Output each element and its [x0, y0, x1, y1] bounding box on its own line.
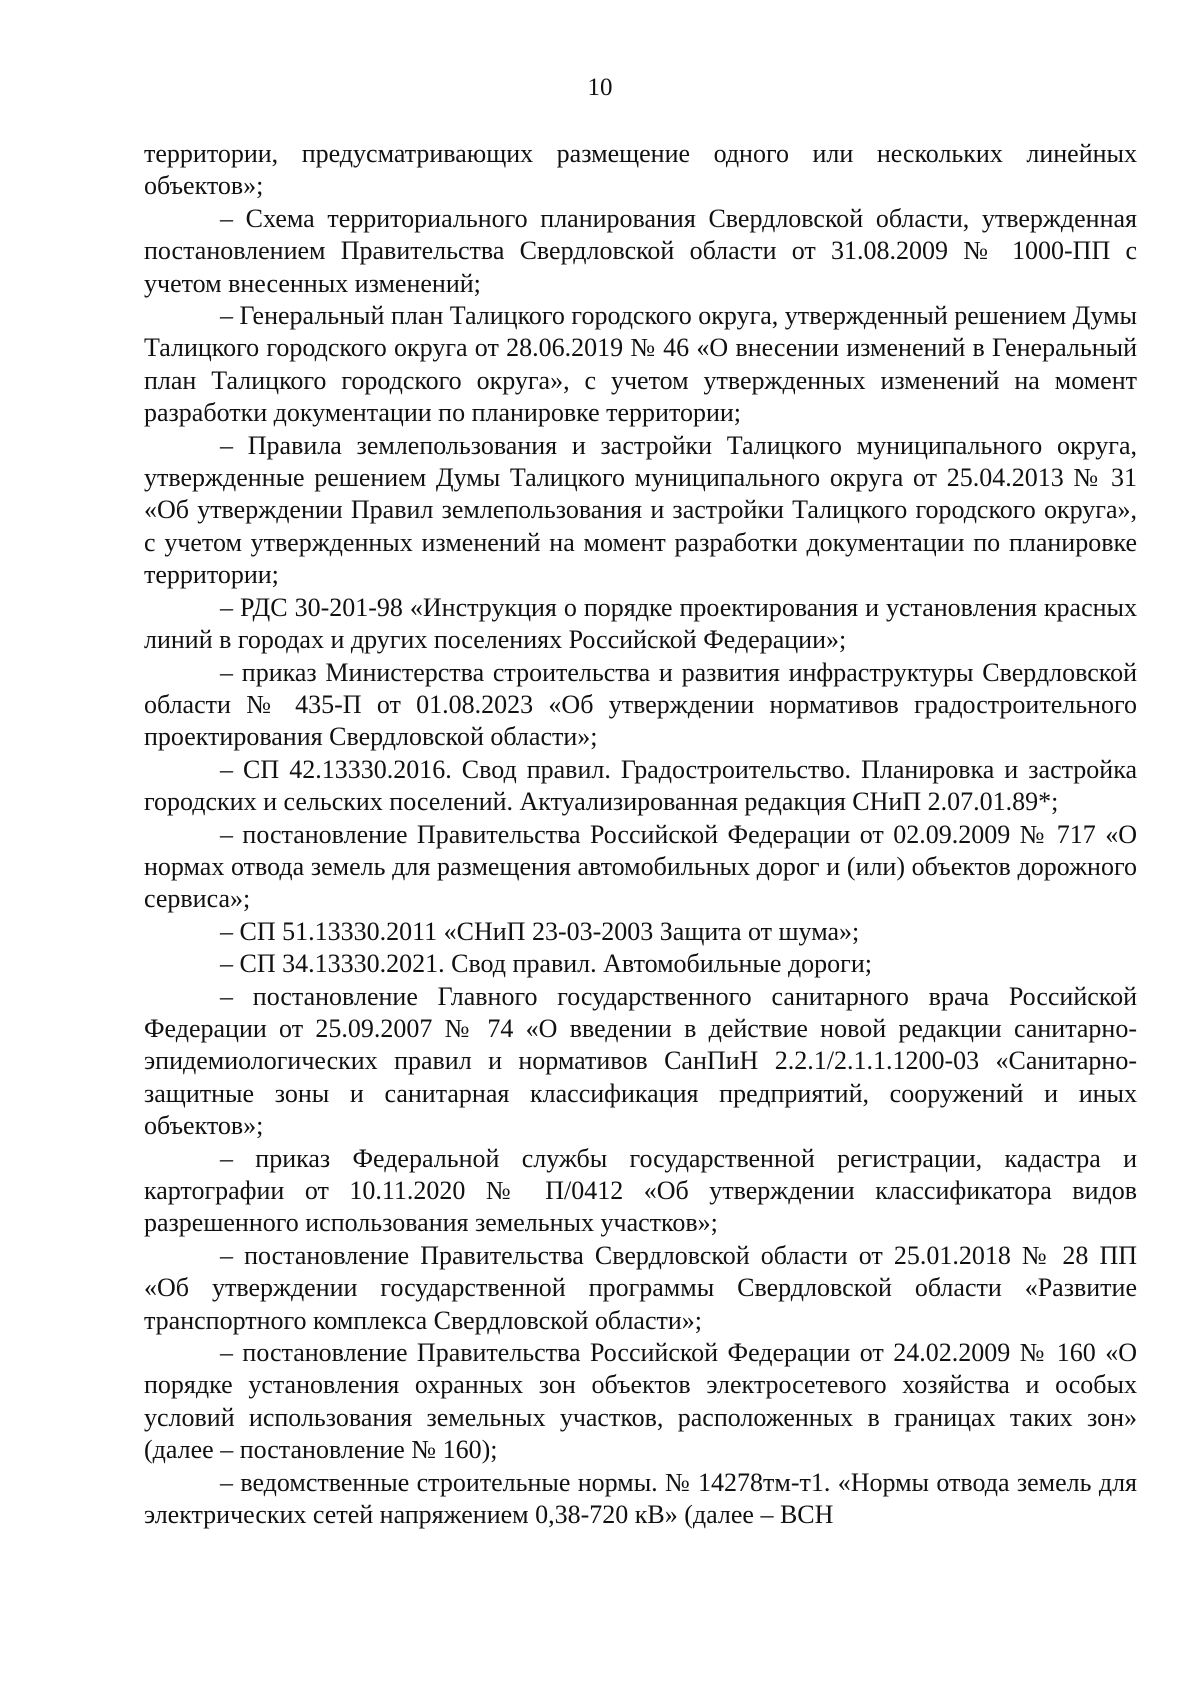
list-item-sp-42: – СП 42.13330.2016. Свод правил. Градостроительство. Планировка и застройка городских и сельских поселений. Актуализированная редакция СНиП 2.07.01.89*; [144, 754, 1137, 817]
page-number: 10 [587, 74, 613, 101]
list-item-territorial-planning-scheme: – Схема территориального планирования Свердловской области, утвержденная постановлением Правительства Свердловской области от 31.08.2009 № 1000-ПП с учетом внесенных изменений; [144, 203, 1137, 298]
list-item-rds-instruction: – РДС 30-201-98 «Инструкция о порядке проектирования и установления красных линий в городах и других поселениях Российской Федерации»; [144, 592, 1137, 655]
paragraph-continuation: территории, предусматривающих размещение одного или нескольких линейных объектов»; [144, 139, 1137, 201]
list-item-ministry-order: – приказ Министерства строительства и развития инфраструктуры Свердловской области № 435-П от 01.08.2023 «Об утверждении нормативов градостроительного проектирования Свердловской области»; [144, 657, 1137, 752]
document-body [144, 138, 1137, 1531]
list-item-resolution-160: – постановление Правительства Российской Федерации от 24.02.2009 № 160 «О порядке установления охранных зон объектов электросетевого хозяйства и особых условий использования земельных участков, расположенных в границах таких зон» (далее – постановление № 160); [144, 1338, 1137, 1465]
list-item-sp-34: – СП 34.13330.2021. Свод правил. Автомобильные дороги; [220, 949, 872, 979]
list-item-general-plan: – Генеральный план Талицкого городского округа, утвержденный решением Думы Талицкого городского округа от 28.06.2019 № 46 «О внесении изменений в Генеральный план Талицкого городского округа», с учетом утвержденных изменений на момент разработки документации по планировке территории; [144, 301, 1137, 428]
list-item-resolution-28pp: – постановление Правительства Свердловской области от 25.01.2018 № 28 ПП «Об утверждении государственной программы Свердловской области «Развитие транспортного комплекса Свердловской области»; [144, 1240, 1137, 1335]
list-item-rosreestr-order: – приказ Федеральной службы государственной регистрации, кадастра и картографии от 10.11.2020 № П/0412 «Об утверждении классификатора видов разрешенного использования земельных участков»; [144, 1143, 1137, 1238]
list-item-vsn: – ведомственные строительные нормы. № 14278тм-т1. «Нормы отвода земель для электрических сетей напряжением 0,38-720 кВ» (далее – ВСН [144, 1467, 1137, 1530]
list-item-sp-51: – СП 51.13330.2011 «СНиП 23-03-2003 Защита от шума»; [220, 916, 860, 946]
list-item-sanpin: – постановление Главного государственного санитарного врача Российской Федерации от 25.09.2007 № 74 «О введении в действие новой редакции санитарно-эпидемиологических правил и нормативов СанПиН 2.2.1/2.1.1.1200-03 «Санитарно-защитные зоны и санитарная классификация предприятий, сооружений и иных объектов»; [144, 981, 1137, 1141]
list-item-resolution-717: – постановление Правительства Российской Федерации от 02.09.2009 № 717 «О нормах отвода земель для размещения автомобильных дорог и (или) объектов дорожного сервиса»; [144, 819, 1137, 914]
list-item-land-use-rules: – Правила землепользования и застройки Талицкого муниципального округа, утвержденные решением Думы Талицкого муниципального округа от 25.04.2013 № 31 «Об утверждении Правил землепользования и застройки Талицкого городского округа», с учетом утвержденных изменений на момент разработки документации по планировке территории; [144, 430, 1137, 590]
